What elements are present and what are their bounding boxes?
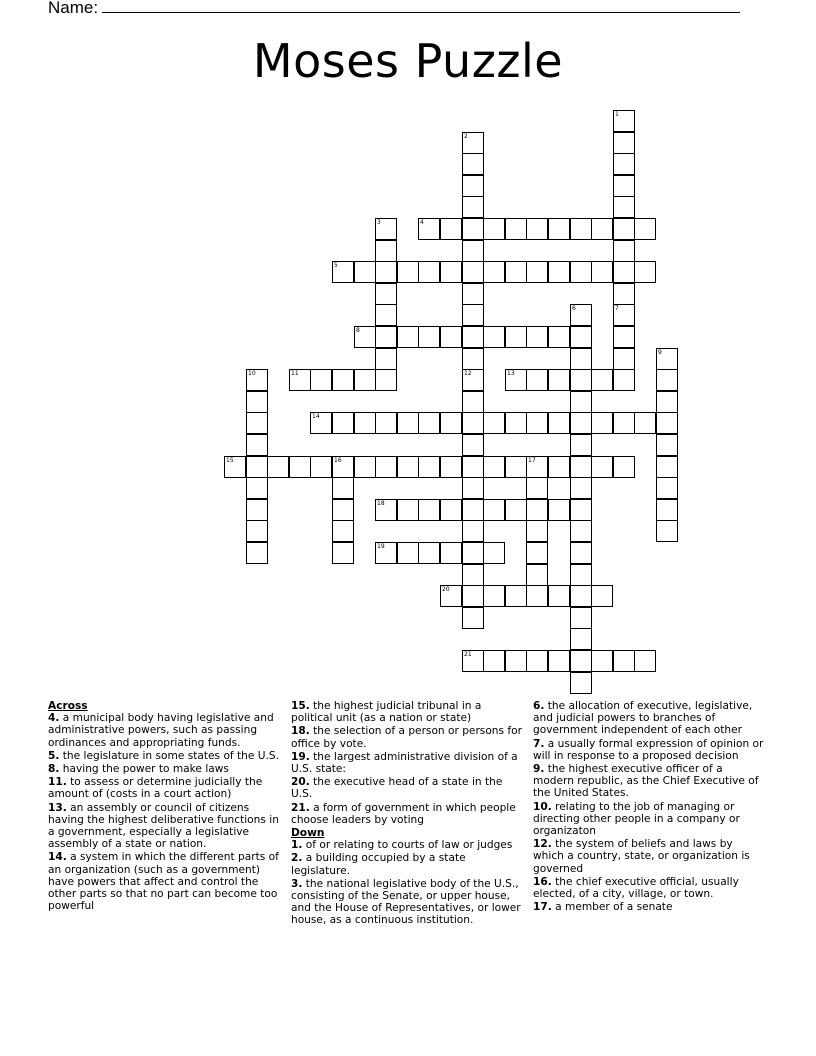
grid-cell[interactable] xyxy=(505,650,527,672)
grid-cell[interactable] xyxy=(505,585,527,607)
clue-number: 10. xyxy=(533,800,552,813)
down-clue xyxy=(533,876,765,900)
grid-cell[interactable] xyxy=(375,240,397,262)
clues-column-3 xyxy=(533,700,765,914)
grid-cell[interactable] xyxy=(505,326,527,348)
clue-number: 7 xyxy=(615,305,619,312)
grid-cell[interactable] xyxy=(613,175,635,197)
grid-cell[interactable] xyxy=(548,369,570,391)
grid-cell[interactable] xyxy=(591,369,613,391)
clue-text: the executive head of a state in the U.S. xyxy=(291,776,503,801)
clue-number: 5 xyxy=(334,262,338,269)
grid-cell[interactable] xyxy=(246,412,268,434)
grid-cell[interactable] xyxy=(418,218,440,240)
clue-number: 19 xyxy=(377,543,385,550)
clue-number: 13. xyxy=(48,801,67,814)
clue-number: 8. xyxy=(48,763,60,776)
clue-number: 9. xyxy=(533,763,545,776)
grid-cell[interactable] xyxy=(246,434,268,456)
grid-cell[interactable] xyxy=(440,261,462,283)
grid-cell[interactable] xyxy=(462,132,484,154)
grid-cell[interactable] xyxy=(289,369,311,391)
grid-cell[interactable] xyxy=(526,564,548,586)
across-clue-list-continued xyxy=(291,700,523,826)
down-clue xyxy=(533,763,765,800)
clue-number: 20. xyxy=(291,776,310,789)
grid-cell[interactable] xyxy=(375,304,397,326)
grid-cell[interactable] xyxy=(634,650,656,672)
grid-cell[interactable] xyxy=(354,369,376,391)
grid-cell[interactable] xyxy=(548,218,570,240)
grid-cell[interactable] xyxy=(483,499,505,521)
grid-cell[interactable] xyxy=(375,369,397,391)
grid-cell[interactable] xyxy=(526,261,548,283)
clue-text: the allocation of executive, legislative, and judicial powers to branches of government independent of each other xyxy=(533,700,753,737)
down-clue-list-continued xyxy=(533,700,765,913)
grid-cell[interactable] xyxy=(570,564,592,586)
grid-cell[interactable] xyxy=(656,520,678,542)
clue-text: the highest executive officer of a modern republic, as the Chief Executive of the United States. xyxy=(533,763,759,800)
grid-cell[interactable] xyxy=(375,326,397,348)
grid-cell[interactable] xyxy=(634,412,656,434)
grid-cell[interactable] xyxy=(483,542,505,564)
grid-cell[interactable] xyxy=(462,520,484,542)
grid-cell[interactable] xyxy=(570,348,592,370)
grid-cell[interactable] xyxy=(505,412,527,434)
clue-number: 3. xyxy=(291,877,303,890)
clue-number: 12. xyxy=(533,838,552,851)
across-clue xyxy=(291,700,523,724)
grid-cell[interactable] xyxy=(246,477,268,499)
grid-cell[interactable] xyxy=(462,434,484,456)
across-clue xyxy=(291,776,523,800)
grid-cell[interactable] xyxy=(548,412,570,434)
grid-cell[interactable] xyxy=(570,628,592,650)
grid-cell[interactable] xyxy=(310,412,332,434)
grid-cell[interactable] xyxy=(526,326,548,348)
grid-cell[interactable] xyxy=(613,412,635,434)
grid-cell[interactable] xyxy=(591,261,613,283)
grid-cell[interactable] xyxy=(332,261,354,283)
grid-cell[interactable] xyxy=(375,412,397,434)
grid-cell[interactable] xyxy=(570,326,592,348)
clue-text: the highest judicial tribunal in a political unit (as a nation or state) xyxy=(291,700,482,725)
clue-number: 15 xyxy=(226,457,234,464)
clue-number: 2. xyxy=(291,852,303,865)
clue-number: 1. xyxy=(291,839,303,852)
grid-cell[interactable] xyxy=(656,456,678,478)
grid-cell[interactable] xyxy=(570,607,592,629)
grid-cell[interactable] xyxy=(526,412,548,434)
grid-cell[interactable] xyxy=(570,391,592,413)
grid-cell[interactable] xyxy=(613,196,635,218)
clue-number: 18. xyxy=(291,725,310,738)
grid-cell[interactable] xyxy=(548,499,570,521)
grid-cell[interactable] xyxy=(462,369,484,391)
grid-cell[interactable] xyxy=(332,456,354,478)
grid-cell[interactable] xyxy=(224,456,246,478)
grid-cell[interactable] xyxy=(570,434,592,456)
grid-cell[interactable] xyxy=(570,456,592,478)
grid-cell[interactable] xyxy=(613,650,635,672)
grid-cell[interactable] xyxy=(397,261,419,283)
clue-number: 15. xyxy=(291,700,310,712)
clue-text: the system of beliefs and laws by which a country, state, or organization is governed xyxy=(533,838,750,875)
grid-cell[interactable] xyxy=(246,456,268,478)
grid-cell[interactable] xyxy=(332,520,354,542)
down-clue xyxy=(533,901,765,913)
grid-cell[interactable] xyxy=(462,348,484,370)
clue-number: 7. xyxy=(533,737,545,750)
grid-cell[interactable] xyxy=(332,499,354,521)
grid-cell[interactable] xyxy=(656,412,678,434)
grid-cell[interactable] xyxy=(440,585,462,607)
clue-number: 5. xyxy=(48,749,60,762)
grid-cell[interactable] xyxy=(440,542,462,564)
clue-number: 1 xyxy=(615,111,619,118)
grid-cell[interactable] xyxy=(483,412,505,434)
clue-number: 19. xyxy=(291,750,310,763)
across-clue-list xyxy=(48,712,280,912)
grid-cell[interactable] xyxy=(332,477,354,499)
grid-cell[interactable] xyxy=(440,456,462,478)
grid-cell[interactable] xyxy=(526,542,548,564)
grid-cell[interactable] xyxy=(462,499,484,521)
grid-cell[interactable] xyxy=(483,218,505,240)
grid-cell[interactable] xyxy=(613,326,635,348)
clue-number: 2 xyxy=(464,133,468,140)
grid-cell[interactable] xyxy=(570,412,592,434)
grid-cell[interactable] xyxy=(591,650,613,672)
grid-cell[interactable] xyxy=(483,650,505,672)
grid-cell[interactable] xyxy=(526,218,548,240)
across-clue xyxy=(291,725,523,749)
grid-cell[interactable] xyxy=(656,348,678,370)
grid-cell[interactable] xyxy=(656,369,678,391)
clue-number: 14. xyxy=(48,851,67,864)
clue-text: relating to the job of managing or directing other people in a company or organizaton xyxy=(533,800,740,838)
grid-cell[interactable] xyxy=(548,326,570,348)
down-clue xyxy=(291,878,523,927)
grid-cell[interactable] xyxy=(526,520,548,542)
grid-cell[interactable] xyxy=(246,391,268,413)
clue-text: the selection of a person or persons for office by vote. xyxy=(291,725,522,750)
across-clue xyxy=(48,763,280,775)
grid-cell[interactable] xyxy=(570,477,592,499)
grid-cell[interactable] xyxy=(570,542,592,564)
clue-text: a municipal body having legislative and administrative powers, such as passing ordinances and appropriating funds. xyxy=(48,712,274,749)
clue-text: a system in which the different parts of an organization (such as a government) have powers that affect and control the other parts so that no part can become too powerful xyxy=(48,851,279,913)
grid-cell[interactable] xyxy=(246,520,268,542)
grid-cell[interactable] xyxy=(354,326,376,348)
grid-cell[interactable] xyxy=(440,412,462,434)
grid-cell[interactable] xyxy=(526,650,548,672)
grid-cell[interactable] xyxy=(462,412,484,434)
down-clue xyxy=(533,838,765,875)
grid-cell[interactable] xyxy=(505,499,527,521)
grid-cell[interactable] xyxy=(354,412,376,434)
clue-number: 10 xyxy=(248,370,256,377)
grid-cell[interactable] xyxy=(570,261,592,283)
grid-cell[interactable] xyxy=(418,499,440,521)
grid-cell[interactable] xyxy=(570,499,592,521)
grid-cell[interactable] xyxy=(397,412,419,434)
grid-cell[interactable] xyxy=(570,304,592,326)
grid-cell[interactable] xyxy=(440,326,462,348)
clue-text: a form of government in which people choose leaders by voting xyxy=(291,801,516,826)
grid-cell[interactable] xyxy=(548,456,570,478)
grid-cell[interactable] xyxy=(397,542,419,564)
across-clue xyxy=(291,751,523,775)
grid-cell[interactable] xyxy=(246,542,268,564)
grid-cell[interactable] xyxy=(397,326,419,348)
grid-cell[interactable] xyxy=(462,283,484,305)
grid-cell[interactable] xyxy=(591,456,613,478)
grid-cell[interactable] xyxy=(397,456,419,478)
puzzle-title: Moses Puzzle xyxy=(252,34,564,88)
grid-cell[interactable] xyxy=(570,369,592,391)
grid-cell[interactable] xyxy=(418,412,440,434)
clue-number: 13 xyxy=(507,370,515,377)
down-clue xyxy=(533,738,765,762)
grid-cell[interactable] xyxy=(310,456,332,478)
grid-cell[interactable] xyxy=(418,542,440,564)
clue-text: a member of a senate xyxy=(551,901,673,914)
grid-cell[interactable] xyxy=(526,585,548,607)
grid-cell[interactable] xyxy=(483,456,505,478)
clue-number: 20 xyxy=(442,586,450,593)
down-clue xyxy=(291,839,523,851)
grid-cell[interactable] xyxy=(440,218,462,240)
grid-cell[interactable] xyxy=(462,153,484,175)
clue-number: 17 xyxy=(528,457,536,464)
grid-cell[interactable] xyxy=(526,477,548,499)
clue-text: the national legislative body of the U.S., consisting of the Senate, or upper house, and the House of Representatives, or lower house, as a continuous institution. xyxy=(291,877,521,927)
grid-cell[interactable] xyxy=(462,650,484,672)
down-heading: Down xyxy=(291,827,325,840)
grid-cell[interactable] xyxy=(375,499,397,521)
grid-cell[interactable] xyxy=(310,369,332,391)
clue-number: 9 xyxy=(658,349,662,356)
clue-number: 21 xyxy=(464,651,472,658)
grid-cell[interactable] xyxy=(418,456,440,478)
grid-cell[interactable] xyxy=(354,261,376,283)
grid-cell[interactable] xyxy=(613,261,635,283)
clue-number: 6. xyxy=(533,700,545,712)
clue-text: having the power to make laws xyxy=(59,763,229,776)
clue-text: to assess or determine judicially the amount of (costs in a court action) xyxy=(48,776,263,801)
grid-cell[interactable] xyxy=(246,369,268,391)
grid-cell[interactable] xyxy=(462,564,484,586)
clues-column-1 xyxy=(48,700,280,913)
clue-number: 11 xyxy=(291,370,299,377)
grid-cell[interactable] xyxy=(656,434,678,456)
grid-cell[interactable] xyxy=(483,585,505,607)
grid-cell[interactable] xyxy=(548,585,570,607)
grid-cell[interactable] xyxy=(483,326,505,348)
clue-text: a building occupied by a state legislature. xyxy=(291,852,466,877)
grid-cell[interactable] xyxy=(462,196,484,218)
grid-cell[interactable] xyxy=(462,477,484,499)
across-clue xyxy=(48,802,280,851)
clue-number: 4 xyxy=(420,219,424,226)
grid-cell[interactable] xyxy=(526,499,548,521)
grid-cell[interactable] xyxy=(375,283,397,305)
grid-cell[interactable] xyxy=(289,456,311,478)
grid-cell[interactable] xyxy=(613,153,635,175)
across-clue xyxy=(48,776,280,800)
clue-number: 14 xyxy=(312,413,320,420)
down-clue-list xyxy=(291,839,523,926)
grid-cell[interactable] xyxy=(397,499,419,521)
grid-cell[interactable] xyxy=(505,261,527,283)
grid-cell[interactable] xyxy=(462,326,484,348)
across-clue xyxy=(48,750,280,762)
grid-cell[interactable] xyxy=(505,369,527,391)
grid-cell[interactable] xyxy=(246,499,268,521)
clue-text: of or relating to courts of law or judges xyxy=(302,839,513,852)
grid-cell[interactable] xyxy=(526,369,548,391)
grid-cell[interactable] xyxy=(483,261,505,283)
grid-cell[interactable] xyxy=(613,283,635,305)
clue-text: the chief executive official, usually elected, of a city, village, or town. xyxy=(533,875,739,901)
grid-cell[interactable] xyxy=(505,218,527,240)
grid-cell[interactable] xyxy=(591,412,613,434)
grid-cell[interactable] xyxy=(462,304,484,326)
grid-cell[interactable] xyxy=(418,261,440,283)
grid-cell[interactable] xyxy=(634,218,656,240)
grid-cell[interactable] xyxy=(462,542,484,564)
grid-cell[interactable] xyxy=(656,477,678,499)
clue-text: the legislature in some states of the U.S. xyxy=(59,749,279,762)
across-clue xyxy=(291,802,523,826)
down-clue xyxy=(533,700,765,737)
grid-cell[interactable] xyxy=(613,240,635,262)
grid-cell[interactable] xyxy=(462,456,484,478)
grid-cell[interactable] xyxy=(462,240,484,262)
grid-cell[interactable] xyxy=(613,218,635,240)
grid-cell[interactable] xyxy=(613,348,635,370)
grid-cell[interactable] xyxy=(462,585,484,607)
grid-cell[interactable] xyxy=(267,456,289,478)
grid-cell[interactable] xyxy=(613,369,635,391)
clue-text: an assembly or council of citizens having the highest deliberative functions in a government, especially a legislative assembly of a state or nation. xyxy=(48,801,279,851)
grid-cell[interactable] xyxy=(462,607,484,629)
grid-cell[interactable] xyxy=(613,132,635,154)
grid-cell[interactable] xyxy=(613,110,635,132)
clue-number: 18 xyxy=(377,500,385,507)
grid-cell[interactable] xyxy=(548,261,570,283)
down-clue xyxy=(291,852,523,876)
grid-cell[interactable] xyxy=(332,412,354,434)
grid-cell[interactable] xyxy=(462,391,484,413)
clue-number: 3 xyxy=(377,219,381,226)
grid-cell[interactable] xyxy=(570,585,592,607)
down-clue xyxy=(533,801,765,838)
clue-number: 8 xyxy=(356,327,360,334)
clue-number: 16. xyxy=(533,875,552,888)
grid-cell[interactable] xyxy=(505,456,527,478)
clue-number: 16 xyxy=(334,457,342,464)
grid-cell[interactable] xyxy=(418,326,440,348)
clue-number: 11. xyxy=(48,776,67,789)
clue-number: 21. xyxy=(291,801,310,814)
grid-cell[interactable] xyxy=(375,218,397,240)
clues-column-2 xyxy=(291,700,523,928)
across-heading: Across xyxy=(48,700,88,712)
grid-cell[interactable] xyxy=(462,175,484,197)
clue-number: 6 xyxy=(572,305,576,312)
grid-cell[interactable] xyxy=(591,218,613,240)
grid-cell[interactable] xyxy=(375,542,397,564)
grid-cell[interactable] xyxy=(375,456,397,478)
grid-cell[interactable] xyxy=(591,585,613,607)
grid-cell[interactable] xyxy=(613,304,635,326)
grid-cell[interactable] xyxy=(656,391,678,413)
across-clue xyxy=(48,851,280,912)
grid-cell[interactable] xyxy=(332,542,354,564)
grid-cell[interactable] xyxy=(634,261,656,283)
grid-cell[interactable] xyxy=(548,650,570,672)
grid-cell[interactable] xyxy=(613,456,635,478)
clue-text: the largest administrative division of a U.S. state: xyxy=(291,750,518,776)
grid-cell[interactable] xyxy=(462,218,484,240)
grid-cell[interactable] xyxy=(526,456,548,478)
grid-cell[interactable] xyxy=(570,218,592,240)
grid-cell[interactable] xyxy=(570,520,592,542)
grid-cell[interactable] xyxy=(332,369,354,391)
grid-cell[interactable] xyxy=(462,261,484,283)
clue-number: 12 xyxy=(464,370,472,377)
grid-cell[interactable] xyxy=(570,672,592,694)
across-clue xyxy=(48,712,280,749)
grid-cell[interactable] xyxy=(375,261,397,283)
grid-cell[interactable] xyxy=(656,499,678,521)
clue-number: 4. xyxy=(48,712,60,725)
grid-cell[interactable] xyxy=(375,348,397,370)
clue-number: 17. xyxy=(533,901,552,914)
clue-text: a usually formal expression of opinion or will in response to a proposed decision xyxy=(533,737,764,762)
grid-cell[interactable] xyxy=(570,650,592,672)
grid-cell[interactable] xyxy=(440,499,462,521)
grid-cell[interactable] xyxy=(354,456,376,478)
name-label: Name: xyxy=(48,0,99,17)
